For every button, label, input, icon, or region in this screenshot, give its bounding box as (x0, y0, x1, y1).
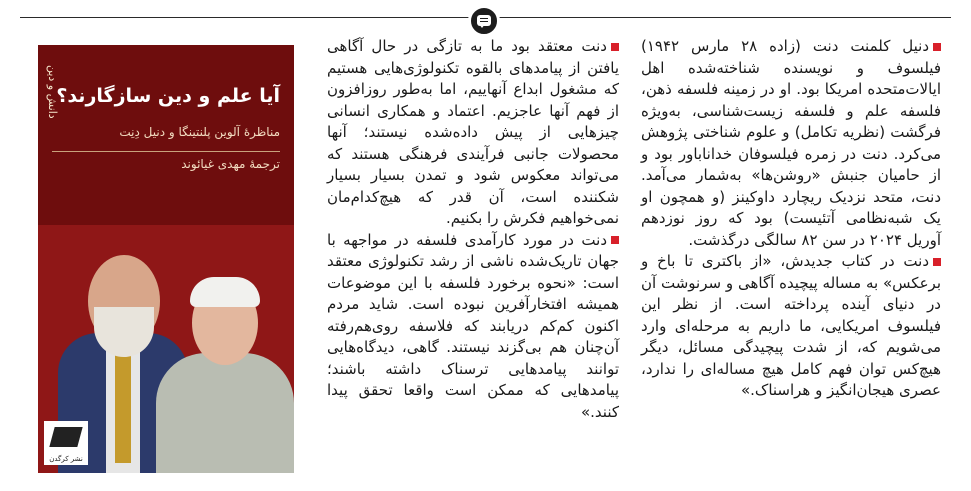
bullet-square-icon (933, 43, 941, 51)
paragraph: دنت در کتاب جدیدش، «از باکتری تا باخ و برعکس» به مساله پیچیده آگاهی و سرنوشت آن در دنیای آینده پرداخته است. از نظر این فیلسوف امریکایی، ما داریم به مرحله‌ای وارد می‌شویم که، از شدت پیچیدگی مسائل، دیگر هیچ‌کس توان فهم کامل هیچ مساله‌ای را ندارد، عصری هیجان‌انگیز و هراسناک.» (641, 252, 941, 399)
right-column (641, 36, 941, 402)
middle-column (327, 36, 619, 423)
book-title: آیا علم و دین سازگارند؟ (56, 85, 280, 107)
book-translator: ترجمهٔ مهدی غیائوند (181, 157, 280, 171)
bullet-square-icon (611, 43, 619, 51)
paragraph: دنت در مورد کارآمدی فلسفه در مواجهه با جهان تاریک‌شده ناشی از رشد تکنولوژی معتقد است: «نحوه برخورد فلسفه با این موضوعات همیشه افتخارآفرین نبوده است. شاید مردم اکنون کم‌کم دریابند که فلاسفه روی‌هم‌رفته آن‌چنان هم بی‌گزند نیستند. گاهی، دیدگاه‌هایی توانند پیامدهایی ترسناک داشته باشند؛ پیامدهایی که ممکن است واقعا تحقق پیدا کنند.» (327, 230, 619, 421)
cover-rule (52, 151, 280, 152)
paragraph: دنت معتقد بود ما به تازگی در حال آگاهی یافتن از پیامدهای بالقوه تکنولوژی‌هایی هستیم که مشغول ابداع آنهاییم، اما به‌طور روزافزون از فهم آنها عاجزیم. اعتماد و همکاری انسانی چیزهایی از پیش داده‌شده نیستند؛ آنها محصولات جانبی فرآیندی فرهنگی هستند که می‌تواند معکوس شود و تمدن بسیار بسیار شکننده است، آن قدر که هیچ‌کدام‌مان نمی‌خواهیم فکرش را بکنیم. (327, 37, 619, 227)
book-subtitle: مناظرهٔ آلوین پلنتینگا و دنیل دِنِت (119, 125, 280, 139)
paragraph: دنیل کلمنت دنت (زاده ۲۸ مارس ۱۹۴۲) فیلسوف و نویسنده شناخته‌شده اهل ایالات‌متحده امریکا بود. او در زمینه فلسفه ذهن، فلسفه علم و فلسفه زیست‌شناسی، به‌ویژه فرگشت (نظریه تکامل) و علوم شناختی پژوهش می‌کرد. دنت در زمره فیلسوفان خداناباور بود و از حامیان جنبش «روشن‌ها» به‌شمار می‌آمد. دنت، متحد نزدیک ریچارد داوکینز (و همچون او یک شبه‌نظامی آتئیست) بود که روز نوزدهم آوریل ۲۰۲۴ در سن ۸۲ سالگی درگذشت. (641, 37, 941, 249)
publisher-logo: نشر کرگدن (44, 421, 88, 465)
bullet-square-icon (611, 236, 619, 244)
bullet-square-icon (933, 258, 941, 266)
author-photo-right (156, 273, 294, 473)
book-spine-text: دانش و دین (46, 65, 59, 119)
book-cover (38, 45, 294, 473)
speech-bubble-icon (468, 5, 500, 37)
